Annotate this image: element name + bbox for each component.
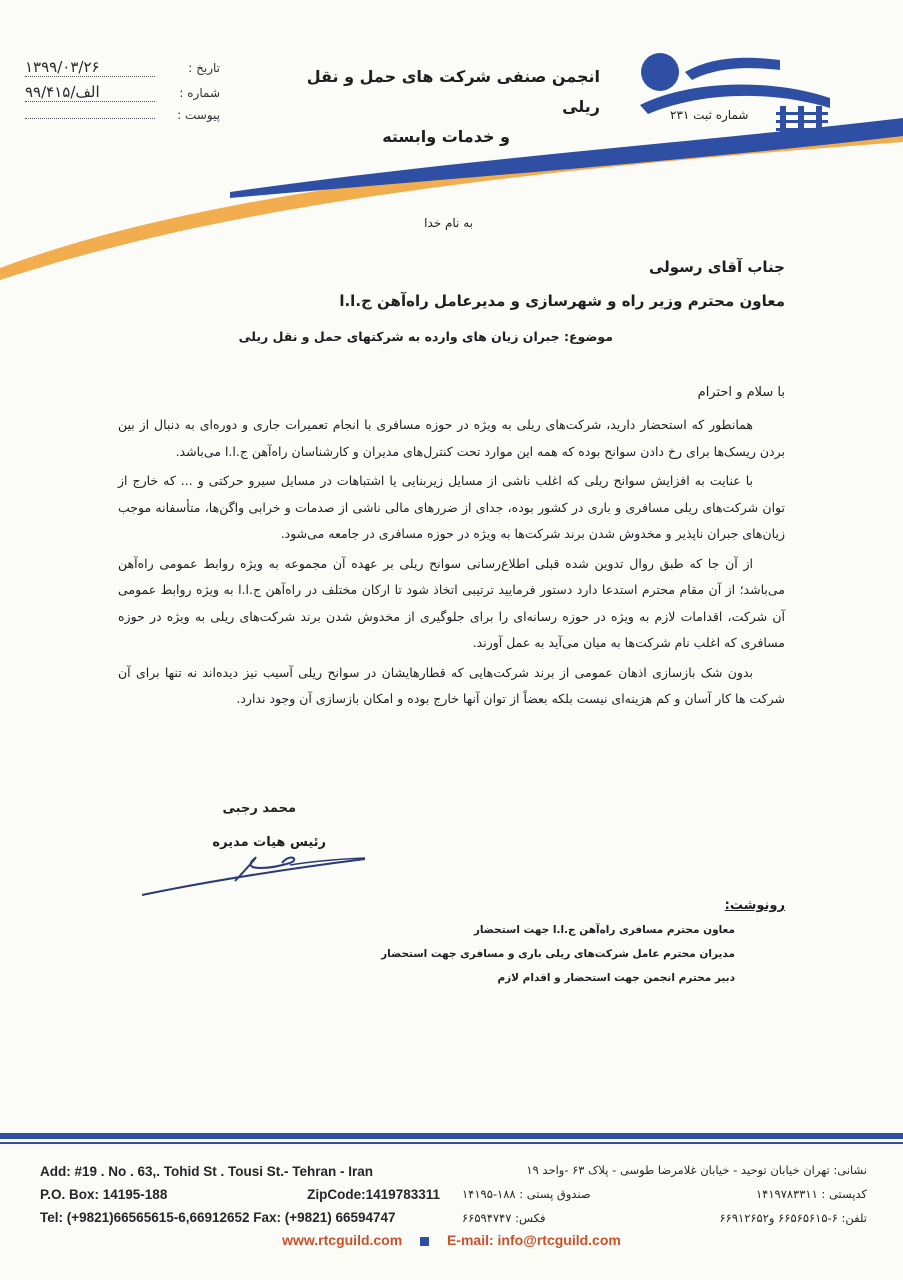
number-row xyxy=(25,83,220,108)
recipient-name: جناب آقای رسولی xyxy=(648,258,785,276)
paragraph: از آن جا که طبق روال تدوین شده قبلی اطلاع‌رسانی سوانح ریلی بر عهده آن مجموعه به ویژه روابط عمومی راه‌آهن می‌باشد؛ از آن مقام محترم استدعا دارد دستور فرمایید ترتیبی اتخاذ شود تا ارکان مختلف در راه‌آهن ج.ا.ا به ویژه روابط عمومی آن شرکت، اقدامات لازم به ویژه در حوزه رسانه‌ای را برای جلوگیری از مخدوش شدن برند شرکت‌های ریلی به ویژه در حوزه مسافری که اغلب نام شرکت‌ها به میان می‌آید به عمل آورند. xyxy=(118,555,785,650)
website-link[interactable]: www.rtcguild.com xyxy=(282,1232,403,1248)
paragraph: همانطور که استحضار دارید، شرکت‌های ریلی به ویژه در حوزه مسافری با انجام تعمیرات جاری و دوره‌ای به دنبال از بین بردن ریسک‌ها برای رخ دادن سوانح بوده که همه این موارد تحت کنترل‌های مدیران و کارشناسان راه‌آهن ج.ا.ا می‌باشد. xyxy=(118,417,785,459)
letter-body xyxy=(118,412,785,716)
signer-title: رئیس هیات مدیره xyxy=(212,835,326,850)
attachment-label: پیوست : xyxy=(177,108,220,122)
footer-pobox-en: P.O. Box: 14195-188 xyxy=(40,1187,168,1202)
org-name-line2: و خدمات وابسته xyxy=(382,127,510,146)
cc-item: مدیران محترم عامل شرکت‌های ریلی باری و مسافری جهت استحضار xyxy=(381,948,735,960)
cc-item: معاون محترم مسافری راه‌آهن ج.ا.ا جهت استحضار xyxy=(473,924,735,936)
salutation: با سلام و احترام xyxy=(697,385,785,400)
date-value: ۱۳۹۹/۰۳/۲۶ xyxy=(25,58,155,77)
cc-heading: رونوشت: xyxy=(724,898,785,913)
footer-address-fa: نشانی: تهران خیابان توحید - خیابان غلامرضا طوسی - پلاک ۶۳ -واحد ۱۹ xyxy=(526,1163,867,1177)
footer-phone-en: Tel: (+9821)66565615-6,66912652 Fax: (+9821) 66594747 xyxy=(40,1210,396,1225)
basmala: به نام خدا xyxy=(424,216,473,230)
cc-list xyxy=(315,918,735,990)
signature-block xyxy=(140,795,380,905)
footer-zip-en: ZipCode:1419783311 xyxy=(307,1187,440,1202)
cc-item: دبیر محترم انجمن جهت استحضار و اقدام لازم xyxy=(497,972,735,984)
letter-meta xyxy=(25,58,220,133)
date-label: تاریخ : xyxy=(188,61,220,75)
handwritten-signature-icon xyxy=(140,825,380,905)
attachment-row xyxy=(25,108,220,133)
number-label: شماره : xyxy=(179,86,220,100)
registration-number: شماره ثبت ۲۳۱ xyxy=(670,108,749,122)
footer-pobox-fa: صندوق پستی : ۱۸۸-۱۴۱۹۵ xyxy=(462,1187,591,1201)
paragraph: بدون شک بازسازی اذهان عمومی از برند شرکت‌هایی که قطارهایشان در سوانح ریلی آسیب نیز دیده‌اند نه تنها برای آن شرکت ها کار آسان و کم هزینه‌ای نیست بلکه بعضاً از توان آنها خارج بوده و امکان بازسازی آن وجود ندارد. xyxy=(118,664,785,706)
rail-guild-logo-icon xyxy=(630,50,845,140)
date-row xyxy=(25,58,220,83)
recipient-title: معاون محترم وزیر راه و شهرسازی و مدیرعامل راه‌آهن ج.ا.ا xyxy=(339,292,785,310)
footer-persian xyxy=(462,1158,867,1230)
attachment-value xyxy=(25,118,155,119)
number-value: ۹۹/۴۱۵/الف xyxy=(25,83,155,102)
email-link[interactable]: E-mail: info@rtcguild.com xyxy=(446,1232,621,1248)
footer-address-en: Add: #19 . No . 63,. Tohid St . Tousi St.- Tehran - Iran xyxy=(40,1164,374,1179)
footer-english xyxy=(40,1160,440,1229)
blue-square-icon xyxy=(420,1237,429,1246)
footer-divider xyxy=(0,1133,903,1149)
paragraph: با عنایت به افزایش سوانح ریلی که اغلب ناشی از مسایل زیربنایی یا اشتباهات در مسایل سیرو حرکتی و ... که خارج از توان شرکت‌های ریلی مسافری و باری در کشور بوده، جدای از ضررهای مالی ناشی از صدمات و خرابی واگن‌ها، متأسفانه موجب زیان‌های جبران ناپذیر و مخدوش شدن برند شرکت‌ها به ویژه در حوزه مسافری در جامعه می‌شود. xyxy=(118,473,785,541)
org-name-line1: انجمن صنفی شرکت های حمل و نقل ریلی xyxy=(306,67,600,116)
footer-phone-fa: تلفن: ۶-۶۶۵۶۵۶۱۵ و۶۶۹۱۲۶۵۲ xyxy=(719,1211,867,1225)
footer-fax-fa: فکس: ۶۶۵۹۴۷۴۷ xyxy=(462,1211,546,1225)
signer-name: محمد رجبی xyxy=(222,801,296,816)
footer-postcode-fa: کدپستی : ۱۴۱۹۷۸۳۳۱۱ xyxy=(756,1187,867,1201)
organization-name xyxy=(300,62,600,152)
footer-links xyxy=(0,1232,903,1248)
letter-subject: موضوع: جبران زیان های وارده به شرکتهای حمل و نقل ریلی xyxy=(238,329,613,344)
